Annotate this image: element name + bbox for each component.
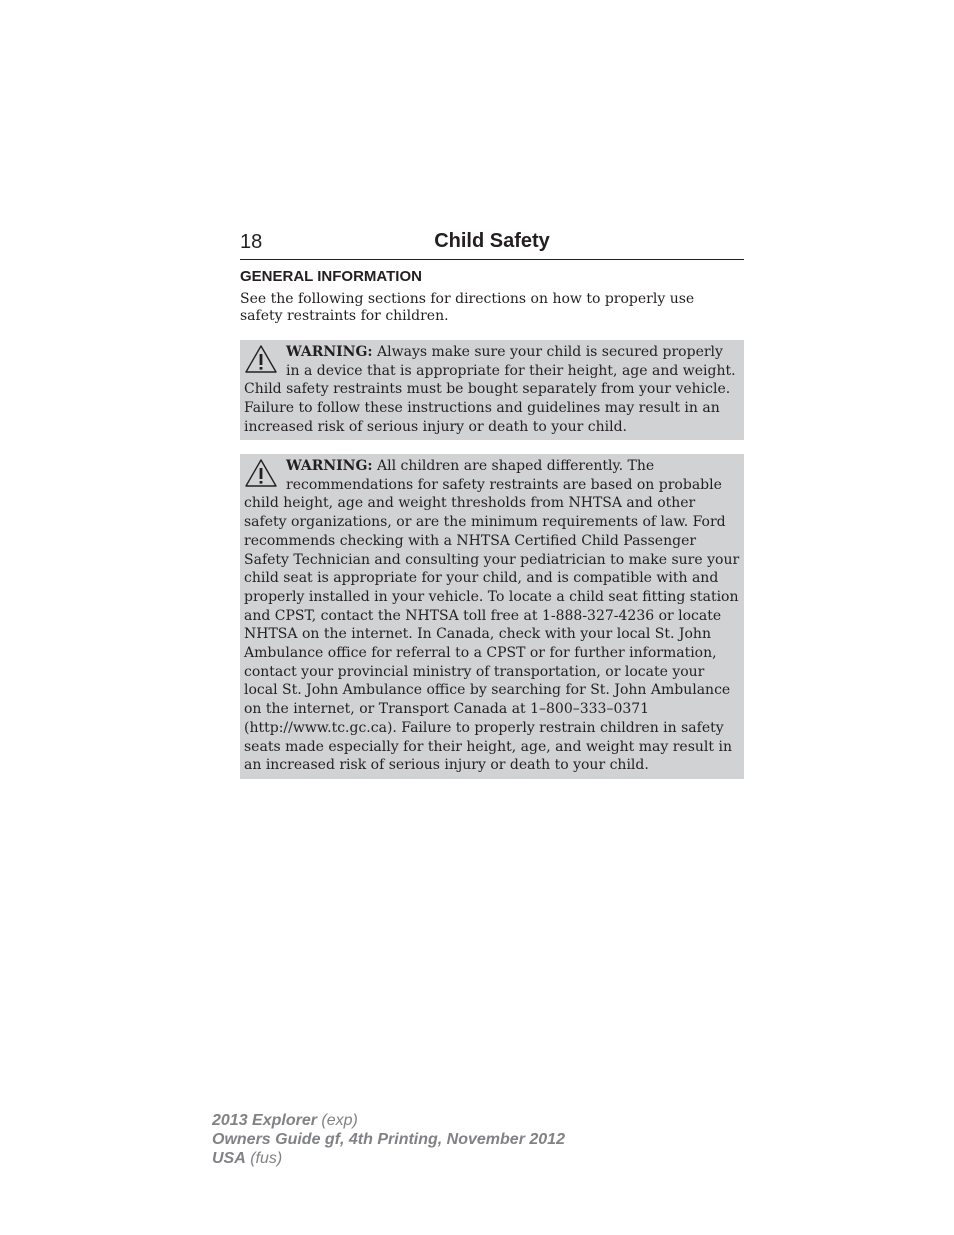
warning-label: WARNING: [286,344,373,360]
warning-label: WARNING: [286,458,373,474]
warning-box [240,454,744,779]
footer-line-printing: Owners Guide gf, 4th Printing, November 2012 [212,1131,565,1148]
warning-text: Always make sure your child is secured properly in a device that is appropriate for their height, age and weight. Child safety restraints must be bought separately from your vehicle. Failure to follow these instructions and guidelines may result in an increased risk of serious injury or death to your child. [244,344,736,435]
section-heading: GENERAL INFORMATION [240,268,422,285]
intro-paragraph: See the following sections for directions on how to properly use safety restraints for children. [240,291,695,324]
warning-triangle-icon [244,344,278,374]
footer-line-market: USA (fus) [212,1150,283,1167]
page-header [240,228,744,260]
footer-line-model: 2013 Explorer (exp) [212,1112,358,1129]
document-footer [212,1111,565,1168]
chapter-title: Child Safety [434,230,550,252]
warning-triangle-icon [244,458,278,488]
page-number: 18 [240,231,263,253]
warning-box [240,340,744,440]
warning-text: All children are shaped differently. The recommendations for safety restraints are based on probable child height, age and weight thresholds from NHTSA and other safety organizations, or are the minimum requirements of law. Ford recommends checking with a NHTSA Certified Child Passenger Safety Technician and consulting your pediatrician to make sure your child seat is appropriate for your child, and is compatible with and properly installed in your vehicle. To locate a child seat fitting station and CPST, contact the NHTSA toll free at 1-888-327-4236 or locate NHTSA on the internet. In Canada, check with your local St. John Ambulance office for referral to a CPST or for further information, contact your provincial ministry of transportation, or locate your local St. John Ambulance office by searching for St. John Ambulance on the internet, or Transport Canada at 1–800–333–0371 (http://www.tc.gc.ca). Failure to properly restrain children in safety seats made especially for their height, age, and weight may result in an increased risk of serious injury or death to your child. [244,458,740,774]
